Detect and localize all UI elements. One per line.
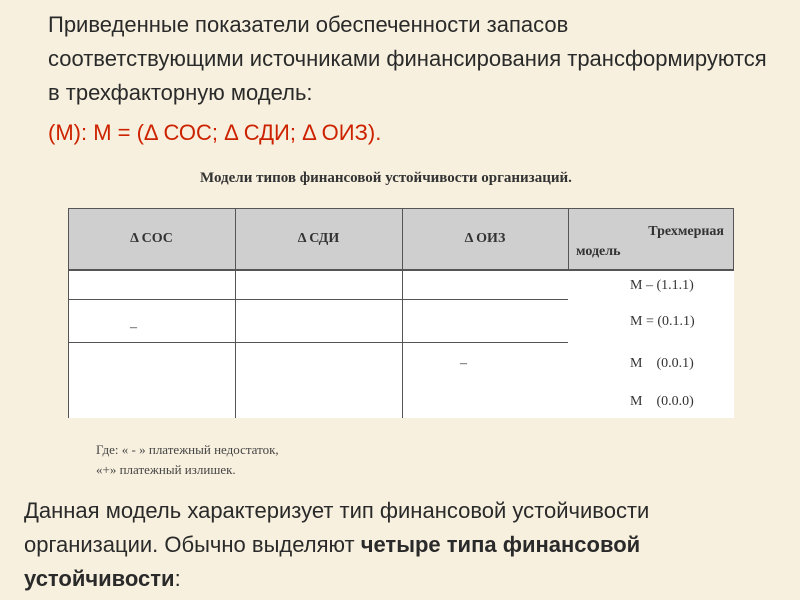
legend-line-deficit: Где: « - » платежный недостаток, (96, 442, 279, 457)
header-3d-model-line1: Трехмерная (648, 224, 724, 239)
table-border-right (733, 208, 734, 270)
table-legend-note (96, 440, 279, 480)
row4-model: М (0.0.0) (630, 394, 694, 409)
header-delta-oiz: Δ ОИЗ (464, 231, 506, 246)
header-3d-model (568, 208, 734, 270)
table-row-divider (68, 270, 734, 271)
row2-col1-value: – (130, 320, 137, 335)
conclusion-emphasis: четыре типа финансовой устойчивости (24, 532, 641, 591)
table-row-divider (68, 342, 568, 343)
header-3d-model-line2: модель (576, 244, 621, 259)
model-formula: (М): М = (Δ СОС; Δ СДИ; Δ ОИЗ). (48, 120, 382, 145)
header-delta-sos: Δ СОС (130, 231, 173, 246)
table-divider (568, 208, 569, 270)
row3-model: М (0.0.1) (630, 356, 694, 371)
table-divider (235, 208, 236, 418)
table-border-left (68, 208, 69, 418)
conclusion-paragraph (24, 494, 764, 596)
row1-model: М – (1.1.1) (630, 278, 694, 293)
table-row-divider (68, 299, 568, 300)
legend-line-surplus: «+» платежный излишек. (96, 462, 236, 477)
row2-model: М = (0.1.1) (630, 314, 695, 329)
conclusion-text: Данная модель характеризует тип финансовой устойчивости организации. Обычно выделяют (24, 498, 650, 557)
row3-col3-value: – (460, 356, 467, 371)
table-title: Модели типов финансовой устойчивости организаций. (200, 170, 572, 186)
header-delta-sdi: Δ СДИ (297, 231, 340, 246)
intro-paragraph: Приведенные показатели обеспеченности запасов соответствующими источниками финансирования трансформируются в трехфакторную модель: (48, 12, 767, 105)
models-table (68, 208, 734, 418)
table-divider (402, 208, 403, 418)
conclusion-colon: : (174, 566, 181, 591)
